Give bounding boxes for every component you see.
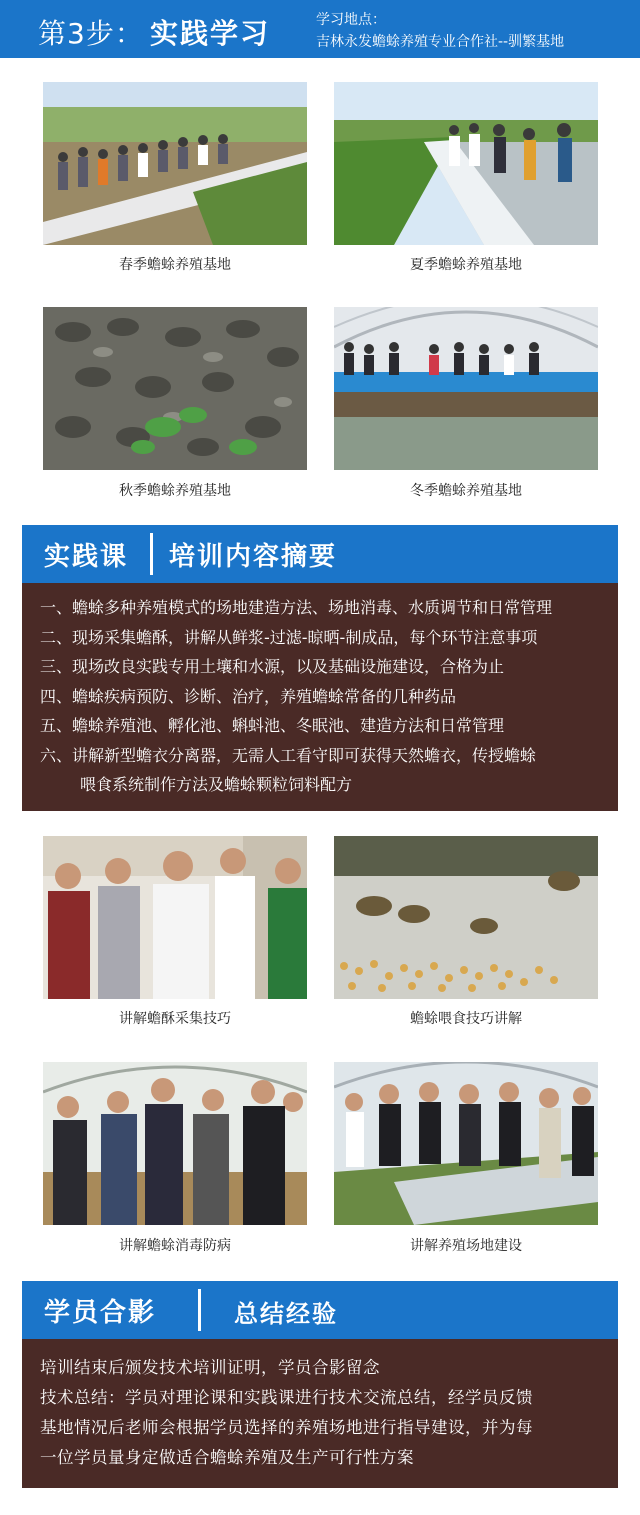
disinfection-photo [43, 1062, 307, 1225]
photo-caption: 蟾蜍喂食技巧讲解 [410, 1011, 522, 1027]
practice-section-header [22, 525, 618, 583]
winter-greenhouse-photo [334, 307, 598, 470]
autumn-toads-photo [43, 307, 307, 470]
photo-caption: 讲解蟾蜍消毒防病 [119, 1238, 231, 1254]
summary-line: 一位学员量身定做适合蟾蜍养殖及生产可行性方案 [40, 1448, 414, 1467]
training-summary-box [22, 583, 618, 811]
site-construction-photo [334, 1062, 598, 1225]
step-label: 第3步： [38, 17, 144, 50]
experience-summary-box [22, 1339, 618, 1488]
summary-line: 四、蟾蜍疾病预防、诊断、治疗，养殖蟾蜍常备的几种药品 [40, 686, 457, 706]
spring-farm-photo [43, 82, 307, 245]
summer-farm-photo [334, 82, 598, 245]
section-title-right: 培训内容摘要 [169, 542, 338, 572]
photo-caption: 讲解蟾酥采集技巧 [119, 1011, 231, 1027]
section-divider [150, 533, 153, 575]
location-label: 学习地点： [316, 12, 386, 28]
feeding-photo [334, 836, 598, 999]
step-title: 实践学习 [150, 17, 271, 50]
summary-line: 五、蟾蜍养殖池、孵化池、蝌蚪池、冬眠池、建造方法和日常管理 [40, 716, 505, 735]
photo-caption: 讲解养殖场地建设 [410, 1238, 522, 1254]
page-header [0, 0, 640, 58]
summary-line: 一、蟾蜍多种养殖模式的场地建造方法、场地消毒、水质调节和日常管理 [40, 598, 553, 617]
section-title-right: 总结经验 [234, 1300, 338, 1328]
summary-line: 技术总结：学员对理论课和实践课进行技术交流总结，经学员反馈 [40, 1388, 533, 1407]
summary-line: 基地情况后老师会根据学员选择的养殖场地进行指导建设，并为每 [40, 1418, 533, 1437]
summary-line: 三、现场改良实践专用土壤和水源，以及基础设施建设，合格为止 [40, 657, 505, 676]
summary-line: 培训结束后颁发技术培训证明，学员合影留念 [40, 1358, 380, 1377]
photo-caption: 春季蟾蜍养殖基地 [119, 257, 231, 273]
location-value: 吉林永发蟾蜍养殖专业合作社--驯繁基地 [316, 34, 565, 50]
summary-line: 喂食系统制作方法及蟾蜍颗粒饲料配方 [80, 775, 353, 794]
instructor-photo [43, 836, 307, 999]
photo-caption: 冬季蟾蜍养殖基地 [410, 483, 522, 499]
photo-caption: 夏季蟾蜍养殖基地 [410, 257, 522, 273]
section-title-left: 实践课 [44, 542, 129, 572]
summary-section-header [22, 1281, 618, 1339]
photo-caption: 秋季蟾蜍养殖基地 [119, 483, 231, 499]
summary-line: 六、讲解新型蟾衣分离器，无需人工看守即可获得天然蟾衣，传授蟾蜍 [40, 745, 537, 765]
section-divider [198, 1289, 201, 1331]
summary-line: 二、现场采集蟾酥，讲解从鲜浆-过滤-晾晒-制成品，每个环节注意事项 [40, 627, 538, 647]
section-title-left: 学员合影 [44, 1298, 157, 1328]
